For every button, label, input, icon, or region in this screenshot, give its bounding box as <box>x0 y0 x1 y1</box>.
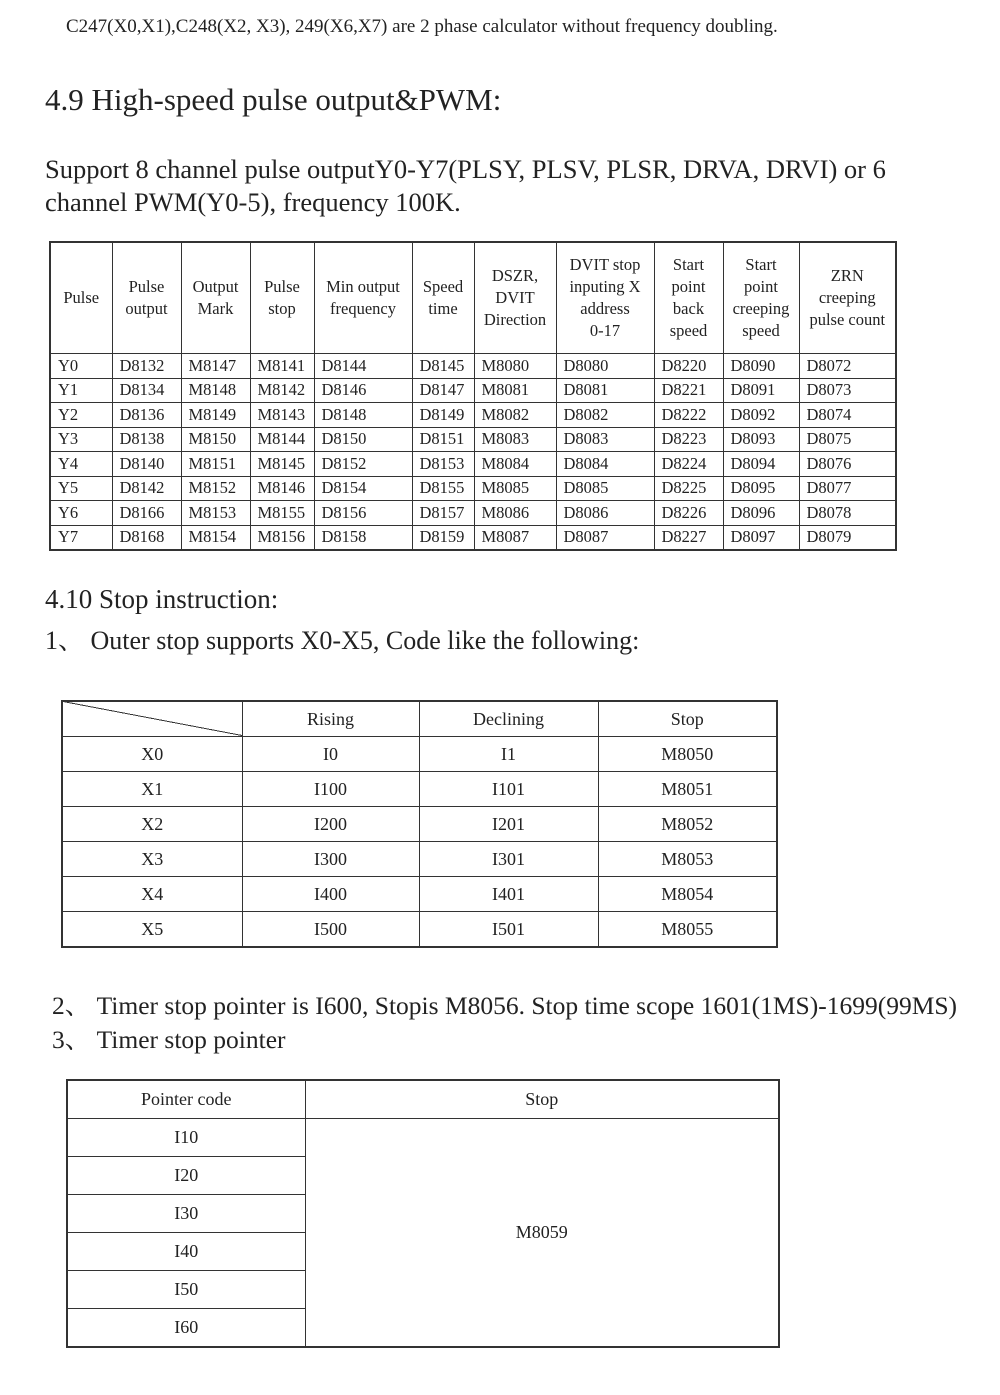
outer-stop-table <box>61 700 778 948</box>
section-4-9-paragraph-line-1: Support 8 channel pulse outputY0-Y7(PLSY, PLSV, PLSR, DRVA, DRVI) or 6 <box>45 154 886 184</box>
section-4-9-heading: 4.9 High-speed pulse output&PWM: <box>45 82 502 117</box>
table-cell: D8157 <box>412 501 474 526</box>
table-row <box>50 452 896 477</box>
table-cell: I401 <box>419 877 598 912</box>
header-line: pulse count <box>809 310 886 329</box>
table-cell: D8148 <box>314 403 412 428</box>
timer-stop-header-row <box>67 1080 779 1119</box>
table-row <box>62 877 777 912</box>
table-cell: M8052 <box>598 807 777 842</box>
table-cell: D8094 <box>723 452 799 477</box>
table-cell: I501 <box>419 912 598 948</box>
table-cell: D8224 <box>654 452 723 477</box>
table-row <box>50 476 896 501</box>
table-cell: D8147 <box>412 378 474 403</box>
table-cell: D8154 <box>314 476 412 501</box>
outer-stop-header-row <box>62 701 777 737</box>
header-line: Pulse <box>264 277 300 296</box>
table-cell: D8136 <box>112 403 181 428</box>
table-cell: D8146 <box>314 378 412 403</box>
column-header-declining: Declining <box>419 701 598 737</box>
table-cell: Y5 <box>50 476 112 501</box>
header-line: point <box>671 277 706 296</box>
table-cell: M8086 <box>474 501 556 526</box>
section-4-10-item-1: 1、 Outer stop supports X0-X5, Code like the following: <box>45 626 640 655</box>
table-cell: D8220 <box>654 354 723 379</box>
table-cell: D8144 <box>314 354 412 379</box>
table-cell: D8091 <box>723 378 799 403</box>
table-cell: D8073 <box>799 378 896 403</box>
table-cell: D8076 <box>799 452 896 477</box>
pulse-table-column-header <box>250 242 314 354</box>
input-label-cell: X4 <box>62 877 242 912</box>
table-cell: D8149 <box>412 403 474 428</box>
table-cell: D8075 <box>799 427 896 452</box>
header-line: stop <box>268 299 296 318</box>
input-label-cell: X5 <box>62 912 242 948</box>
table-cell: M8154 <box>181 525 250 550</box>
table-cell: M8084 <box>474 452 556 477</box>
pointer-code-cell: I60 <box>67 1309 305 1348</box>
header-line: back <box>672 299 705 318</box>
pulse-table-column-header <box>181 242 250 354</box>
pointer-code-cell: I10 <box>67 1119 305 1157</box>
table-cell: D8155 <box>412 476 474 501</box>
input-label-cell: X3 <box>62 842 242 877</box>
table-cell: D8132 <box>112 354 181 379</box>
column-header-stop: Stop <box>598 701 777 737</box>
table-cell: M8150 <box>181 427 250 452</box>
table-cell: D8080 <box>556 354 654 379</box>
table-cell: D8222 <box>654 403 723 428</box>
table-cell: D8077 <box>799 476 896 501</box>
table-cell: M8081 <box>474 378 556 403</box>
table-row <box>62 842 777 877</box>
table-cell: D8151 <box>412 427 474 452</box>
table-cell: M8082 <box>474 403 556 428</box>
pointer-code-cell: I20 <box>67 1157 305 1195</box>
header-line: speed <box>742 321 780 340</box>
input-label-cell: X0 <box>62 737 242 772</box>
header-line: frequency <box>330 299 396 318</box>
header-line: Speed <box>422 277 464 296</box>
table-cell: M8156 <box>250 525 314 550</box>
table-row <box>67 1119 779 1157</box>
table-cell: D8159 <box>412 525 474 550</box>
table-cell: D8166 <box>112 501 181 526</box>
table-cell: Y3 <box>50 427 112 452</box>
table-cell: D8145 <box>412 354 474 379</box>
table-cell: M8054 <box>598 877 777 912</box>
pulse-table-column-header <box>474 242 556 354</box>
table-cell: M8144 <box>250 427 314 452</box>
stop-value-cell: M8059 <box>305 1119 779 1348</box>
header-line: creeping <box>732 299 790 318</box>
pulse-table-column-header <box>412 242 474 354</box>
table-cell: D8152 <box>314 452 412 477</box>
table-cell: I101 <box>419 772 598 807</box>
table-cell: M8151 <box>181 452 250 477</box>
header-line: Min output <box>326 277 400 296</box>
column-header-stop: Stop <box>305 1080 779 1119</box>
pulse-table-column-header <box>314 242 412 354</box>
table-cell: D8083 <box>556 427 654 452</box>
table-cell: M8152 <box>181 476 250 501</box>
table-cell: M8083 <box>474 427 556 452</box>
table-cell: I100 <box>242 772 419 807</box>
table-cell: M8153 <box>181 501 250 526</box>
table-cell: I201 <box>419 807 598 842</box>
table-cell: D8085 <box>556 476 654 501</box>
input-label-cell: X2 <box>62 807 242 842</box>
table-row <box>50 378 896 403</box>
pulse-table-column-header <box>556 242 654 354</box>
header-line: Start <box>672 255 705 274</box>
table-cell: M8155 <box>250 501 314 526</box>
header-line: address <box>580 299 630 318</box>
table-cell: D8087 <box>556 525 654 550</box>
pulse-table-column-header <box>112 242 181 354</box>
top-note: C247(X0,X1),C248(X2, X3), 249(X6,X7) are 2 phase calculator without frequency doubling. <box>66 16 778 37</box>
table-cell: D8134 <box>112 378 181 403</box>
table-cell: M8143 <box>250 403 314 428</box>
pulse-table-column-header <box>654 242 723 354</box>
table-cell: I500 <box>242 912 419 948</box>
pulse-table-header-row <box>50 242 896 354</box>
header-line: ZRN <box>830 266 864 285</box>
table-cell: D8074 <box>799 403 896 428</box>
header-line: DVIT <box>495 288 535 307</box>
table-row <box>50 354 896 379</box>
table-cell: I200 <box>242 807 419 842</box>
header-line: Pulse <box>128 277 165 296</box>
table-cell: D8096 <box>723 501 799 526</box>
table-cell: Y2 <box>50 403 112 428</box>
table-cell: D8090 <box>723 354 799 379</box>
table-cell: Y4 <box>50 452 112 477</box>
pointer-code-cell: I40 <box>67 1233 305 1271</box>
table-cell: D8081 <box>556 378 654 403</box>
table-cell: M8055 <box>598 912 777 948</box>
table-row <box>62 772 777 807</box>
table-cell: D8079 <box>799 525 896 550</box>
header-line: Start <box>745 255 777 274</box>
table-cell: M8085 <box>474 476 556 501</box>
section-4-9-paragraph-line-2: channel PWM(Y0-5), frequency 100K. <box>45 187 461 217</box>
header-line: creeping <box>818 288 876 307</box>
table-cell: I0 <box>242 737 419 772</box>
table-cell: D8097 <box>723 525 799 550</box>
table-row <box>62 912 777 948</box>
table-cell: D8093 <box>723 427 799 452</box>
table-cell: D8227 <box>654 525 723 550</box>
table-cell: Y7 <box>50 525 112 550</box>
column-header-pointer-code: Pointer code <box>67 1080 305 1119</box>
table-cell: D8078 <box>799 501 896 526</box>
table-row <box>62 807 777 842</box>
table-cell: M8149 <box>181 403 250 428</box>
section-4-10-heading: 4.10 Stop instruction: <box>45 584 279 614</box>
table-cell: D8086 <box>556 501 654 526</box>
table-cell: M8053 <box>598 842 777 877</box>
section-4-10-item-3: 3、 Timer stop pointer <box>52 1025 286 1054</box>
pulse-output-table <box>49 241 897 551</box>
header-line: Output <box>192 277 239 296</box>
table-cell: D8138 <box>112 427 181 452</box>
table-cell: M8051 <box>598 772 777 807</box>
table-cell: D8140 <box>112 452 181 477</box>
diagonal-corner-cell <box>62 701 242 737</box>
header-line: time <box>428 299 458 318</box>
pointer-code-cell: I50 <box>67 1271 305 1309</box>
table-cell: D8095 <box>723 476 799 501</box>
header-line: inputing X <box>569 277 641 296</box>
table-cell: I1 <box>419 737 598 772</box>
table-cell: D8226 <box>654 501 723 526</box>
table-cell: M8145 <box>250 452 314 477</box>
table-cell: I301 <box>419 842 598 877</box>
table-cell: D8223 <box>654 427 723 452</box>
table-row <box>50 427 896 452</box>
table-cell: D8084 <box>556 452 654 477</box>
table-cell: D8082 <box>556 403 654 428</box>
table-cell: M8141 <box>250 354 314 379</box>
input-label-cell: X1 <box>62 772 242 807</box>
pulse-table-column-header <box>799 242 896 354</box>
table-cell: M8050 <box>598 737 777 772</box>
header-line: 0-17 <box>589 321 621 340</box>
table-cell: D8158 <box>314 525 412 550</box>
table-cell: M8148 <box>181 378 250 403</box>
table-cell: D8150 <box>314 427 412 452</box>
column-header-rising: Rising <box>242 701 419 737</box>
table-cell: D8221 <box>654 378 723 403</box>
header-line: speed <box>669 321 708 340</box>
header-line: Mark <box>197 299 234 318</box>
table-cell: D8225 <box>654 476 723 501</box>
table-cell: M8142 <box>250 378 314 403</box>
table-cell: D8142 <box>112 476 181 501</box>
header-line: DSZR, <box>491 266 539 285</box>
table-cell: D8156 <box>314 501 412 526</box>
pulse-table-column-header <box>50 242 112 354</box>
table-cell: D8168 <box>112 525 181 550</box>
table-cell: Y1 <box>50 378 112 403</box>
table-row <box>50 403 896 428</box>
header-line: output <box>125 299 168 318</box>
timer-stop-table <box>66 1079 780 1348</box>
table-cell: I400 <box>242 877 419 912</box>
table-cell: Y0 <box>50 354 112 379</box>
table-row <box>50 501 896 526</box>
table-cell: M8146 <box>250 476 314 501</box>
pointer-code-cell: I30 <box>67 1195 305 1233</box>
table-cell: M8087 <box>474 525 556 550</box>
header-line: Direction <box>483 310 547 329</box>
table-row <box>50 525 896 550</box>
pulse-table-column-header <box>723 242 799 354</box>
table-cell: M8147 <box>181 354 250 379</box>
header-line: DVIT stop <box>569 255 641 274</box>
table-cell: Y6 <box>50 501 112 526</box>
section-4-10-item-2: 2、 Timer stop pointer is I600, Stopis M8056. Stop time scope 1601(1MS)-1699(99MS) <box>52 991 958 1020</box>
table-cell: D8092 <box>723 403 799 428</box>
header-line: Pulse <box>63 288 100 307</box>
table-cell: I300 <box>242 842 419 877</box>
table-cell: D8072 <box>799 354 896 379</box>
table-row <box>62 737 777 772</box>
table-cell: M8080 <box>474 354 556 379</box>
table-cell: D8153 <box>412 452 474 477</box>
header-line: point <box>744 277 778 296</box>
